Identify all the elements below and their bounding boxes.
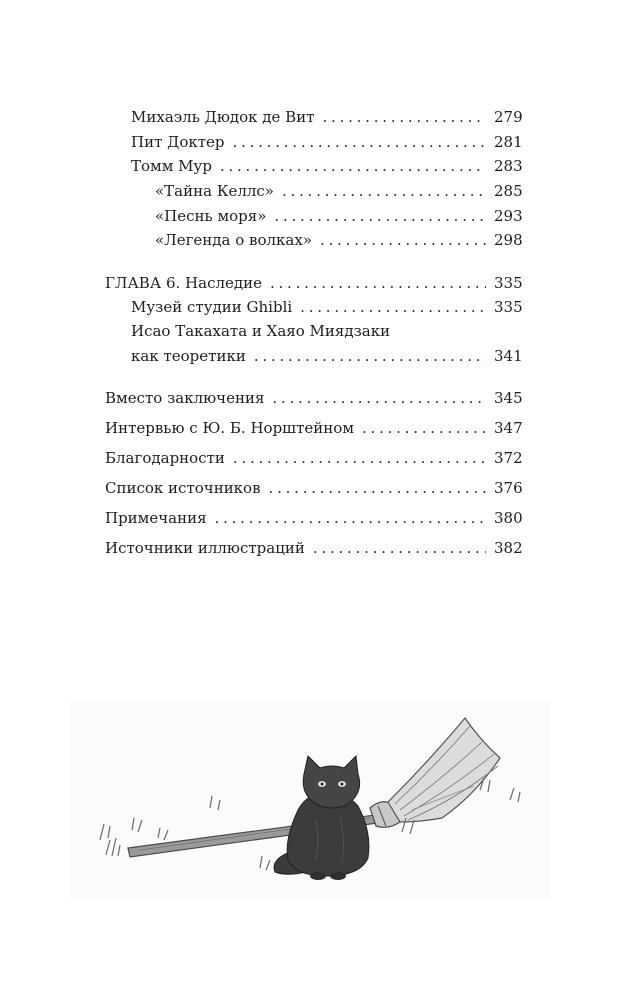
toc-leader-dots <box>233 131 486 153</box>
toc-entry-page: 293 <box>494 207 523 225</box>
toc-entry-continuation <box>131 345 523 367</box>
toc-entry-page: 382 <box>494 539 523 557</box>
toc-entry-title: Томм Мур <box>131 157 212 175</box>
toc-entry-page: 279 <box>494 108 523 126</box>
toc-leader-dots <box>270 272 486 294</box>
toc-leader-dots <box>323 106 487 128</box>
toc-chapter-entry <box>105 417 523 439</box>
toc-leader-dots <box>254 345 486 367</box>
toc-entry-title: Исао Такахата и Хаяо Миядзаки <box>131 322 391 340</box>
toc-entry-page: 341 <box>494 347 523 365</box>
cat-and-broom-illustration <box>70 700 550 900</box>
toc-entry-page: 298 <box>494 231 523 249</box>
toc-entry-page: 281 <box>494 133 523 151</box>
toc-entry-title: Пит Доктер <box>131 133 225 151</box>
toc-chapter-entry <box>105 477 523 499</box>
toc-entry-title: «Тайна Келлс» <box>155 182 274 200</box>
toc-entry <box>131 106 523 128</box>
toc-leader-dots <box>269 477 486 499</box>
toc-entry-title: как теоретики <box>131 347 246 365</box>
toc-leader-dots <box>362 417 486 439</box>
toc-entry <box>131 320 390 342</box>
toc-entry-title: Примечания <box>105 509 207 527</box>
toc-entry-page: 285 <box>494 182 523 200</box>
toc-entry-page: 372 <box>494 449 523 467</box>
toc-entry-title: Интервью с Ю. Б. Норштейном <box>105 419 354 437</box>
toc-leader-dots <box>282 180 486 202</box>
toc-leader-dots <box>272 387 486 409</box>
toc-chapter-entry <box>105 387 523 409</box>
toc-entry-page: 335 <box>494 298 523 316</box>
toc-entry-page: 335 <box>494 274 523 292</box>
toc-entry <box>155 205 523 227</box>
toc-entry <box>155 229 523 251</box>
toc-entry-title: Вместо заключения <box>105 389 265 407</box>
toc-entry-title: «Легенда о волках» <box>155 231 313 249</box>
toc-entry <box>131 155 523 177</box>
toc-entry-title: Музей студии Ghibli <box>131 298 293 316</box>
toc-entry <box>131 131 523 153</box>
toc-leader-dots <box>300 296 486 318</box>
toc-chapter-entry <box>105 447 523 469</box>
toc-leader-dots <box>215 507 486 529</box>
toc-leader-dots <box>313 537 486 559</box>
toc-entry <box>155 180 523 202</box>
toc-chapter-entry <box>105 507 523 529</box>
toc-entry-title: Благодарности <box>105 449 225 467</box>
toc-entry-page: 283 <box>494 157 523 175</box>
toc-leader-dots <box>320 229 486 251</box>
toc-entry-page: 345 <box>494 389 523 407</box>
toc-entry-page: 376 <box>494 479 523 497</box>
toc-entry-title: Список источников <box>105 479 261 497</box>
toc-entry-title: Источники иллюстраций <box>105 539 305 557</box>
toc-leader-dots <box>220 155 486 177</box>
toc-entry-title: «Песнь моря» <box>155 207 267 225</box>
toc-entry-page: 380 <box>494 509 523 527</box>
toc-chapter-entry <box>105 272 523 294</box>
toc-leader-dots <box>274 205 486 227</box>
toc-entry-page: 347 <box>494 419 523 437</box>
toc-entry-title: Михаэль Дюдок де Вит <box>131 108 315 126</box>
toc-entry-title: ГЛАВА 6. Наследие <box>105 274 262 292</box>
toc-chapter-entry <box>105 537 523 559</box>
toc-entry <box>131 296 523 318</box>
toc-leader-dots <box>233 447 486 469</box>
